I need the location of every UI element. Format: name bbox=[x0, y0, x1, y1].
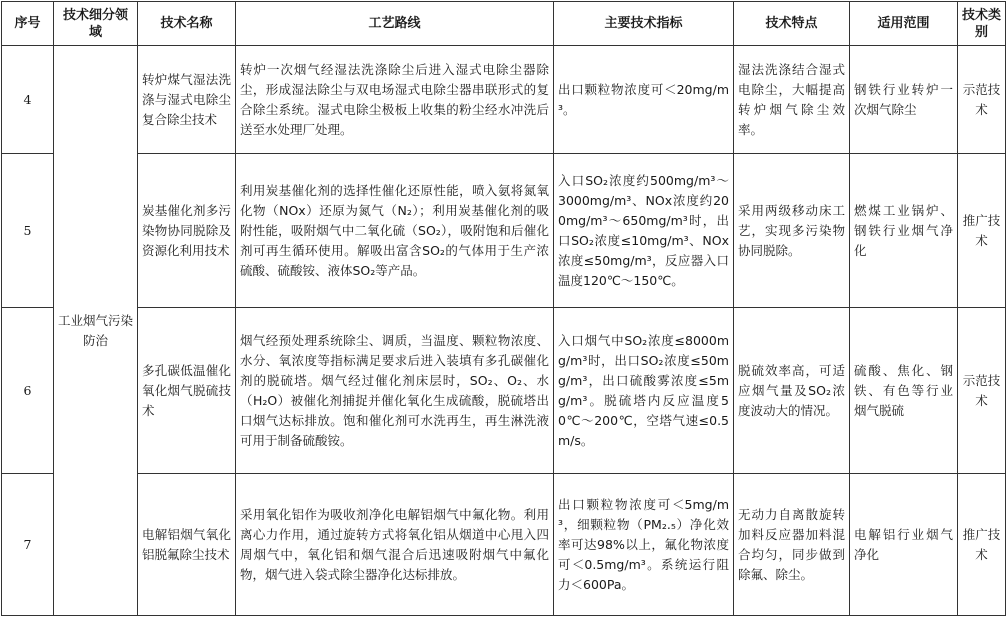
row-scope: 电解铝行业烟气净化 bbox=[850, 474, 958, 616]
row-seq: 5 bbox=[2, 154, 54, 308]
row-route: 转炉一次烟气经湿法洗涤除尘后进入湿式电除尘器除尘，形成湿法除尘与双电场湿式电除尘器串联形式的复合除尘系统。湿式电除尘极板上收集的粉尘经水冲洗后送至水处理厂处理。 bbox=[236, 46, 554, 154]
row-indicators: 入口烟气中SO₂浓度≤8000mg/m³时，出口SO₂浓度≤50mg/m³，出口硫酸雾浓度≤5mg/m³。脱硫塔内反应温度50℃～200℃，空塔气速≤0.5m/s。 bbox=[554, 308, 734, 474]
row-name: 电解铝烟气氧化铝脱氟除尘技术 bbox=[138, 474, 236, 616]
header-row bbox=[2, 2, 1006, 46]
row-scope: 硫酸、焦化、钢铁、有色等行业烟气脱硫 bbox=[850, 308, 958, 474]
row-seq: 7 bbox=[2, 474, 54, 616]
header-features: 技术特点 bbox=[734, 2, 850, 46]
row-features: 无动力自离散旋转加料反应器加料混合均匀，同步做到除氟、除尘。 bbox=[734, 474, 850, 616]
row-category: 示范技术 bbox=[958, 46, 1006, 154]
row-features: 脱硫效率高，可适应烟气量及SO₂浓度波动大的情况。 bbox=[734, 308, 850, 474]
row-category: 推广技术 bbox=[958, 474, 1006, 616]
row-name: 多孔碳低温催化氧化烟气脱硫技术 bbox=[138, 308, 236, 474]
header-field: 技术细分领域 bbox=[54, 2, 138, 46]
row-name: 炭基催化剂多污染物协同脱除及资源化利用技术 bbox=[138, 154, 236, 308]
row-route: 烟气经预处理系统除尘、调质，当温度、颗粒物浓度、水分、氧浓度等指标满足要求后进入装填有多孔碳催化剂的脱硫塔。烟气经过催化剂床层时，SO₂、O₂、水（H₂O）被催化剂捕捉并催化氧化生成硫酸，脱硫塔出口烟气达标排放。饱和催化剂可水洗再生，再生淋洗液可用于制备硫酸铵。 bbox=[236, 308, 554, 474]
header-scope: 适用范围 bbox=[850, 2, 958, 46]
table-row bbox=[2, 308, 1006, 474]
technology-table bbox=[1, 1, 1006, 616]
header-category: 技术类别 bbox=[958, 2, 1006, 46]
row-indicators: 出口颗粒物浓度可＜5mg/m³，细颗粒物（PM₂.₅）净化效率可达98%以上，氟化物浓度可＜0.5mg/m³。系统运行阻力＜600Pa。 bbox=[554, 474, 734, 616]
row-category: 推广技术 bbox=[958, 154, 1006, 308]
header-seq: 序号 bbox=[2, 2, 54, 46]
row-indicators: 入口SO₂浓度约500mg/m³～3000mg/m³、NOx浓度约200mg/m³～650mg/m³时，出口SO₂浓度≤10mg/m³、NOx浓度≤50mg/m³，反应器入口温度120℃～150℃。 bbox=[554, 154, 734, 308]
row-category: 示范技术 bbox=[958, 308, 1006, 474]
header-route: 工艺路线 bbox=[236, 2, 554, 46]
row-scope: 钢铁行业转炉一次烟气除尘 bbox=[850, 46, 958, 154]
field-cell: 工业烟气污染防治 bbox=[54, 46, 138, 616]
table-row bbox=[2, 154, 1006, 308]
row-seq: 4 bbox=[2, 46, 54, 154]
row-seq: 6 bbox=[2, 308, 54, 474]
row-indicators: 出口颗粒物浓度可＜20mg/m³。 bbox=[554, 46, 734, 154]
header-name: 技术名称 bbox=[138, 2, 236, 46]
table-row bbox=[2, 474, 1006, 616]
row-features: 湿法洗涤结合湿式电除尘，大幅提高转炉烟气除尘效率。 bbox=[734, 46, 850, 154]
row-name: 转炉煤气湿法洗涤与湿式电除尘复合除尘技术 bbox=[138, 46, 236, 154]
row-route: 采用氧化铝作为吸收剂净化电解铝烟气中氟化物。利用离心力作用，通过旋转方式将氧化铝从烟道中心甩入四周烟气中，氧化铝和烟气混合后迅速吸附烟气中氟化物，烟气进入袋式除尘器净化达标排放。 bbox=[236, 474, 554, 616]
row-features: 采用两级移动床工艺，实现多污染物协同脱除。 bbox=[734, 154, 850, 308]
header-indicators: 主要技术指标 bbox=[554, 2, 734, 46]
row-scope: 燃煤工业锅炉、钢铁行业烟气净化 bbox=[850, 154, 958, 308]
table-row bbox=[2, 46, 1006, 154]
row-route: 利用炭基催化剂的选择性催化还原性能，喷入氨将氮氧化物（NOx）还原为氮气（N₂）；利用炭基催化剂的吸附性能，吸附烟气中二氧化硫（SO₂），吸附饱和后催化剂可再生循环使用。解吸出富含SO₂的气体用于生产浓硫酸、硫酸铵、液体SO₂等产品。 bbox=[236, 154, 554, 308]
